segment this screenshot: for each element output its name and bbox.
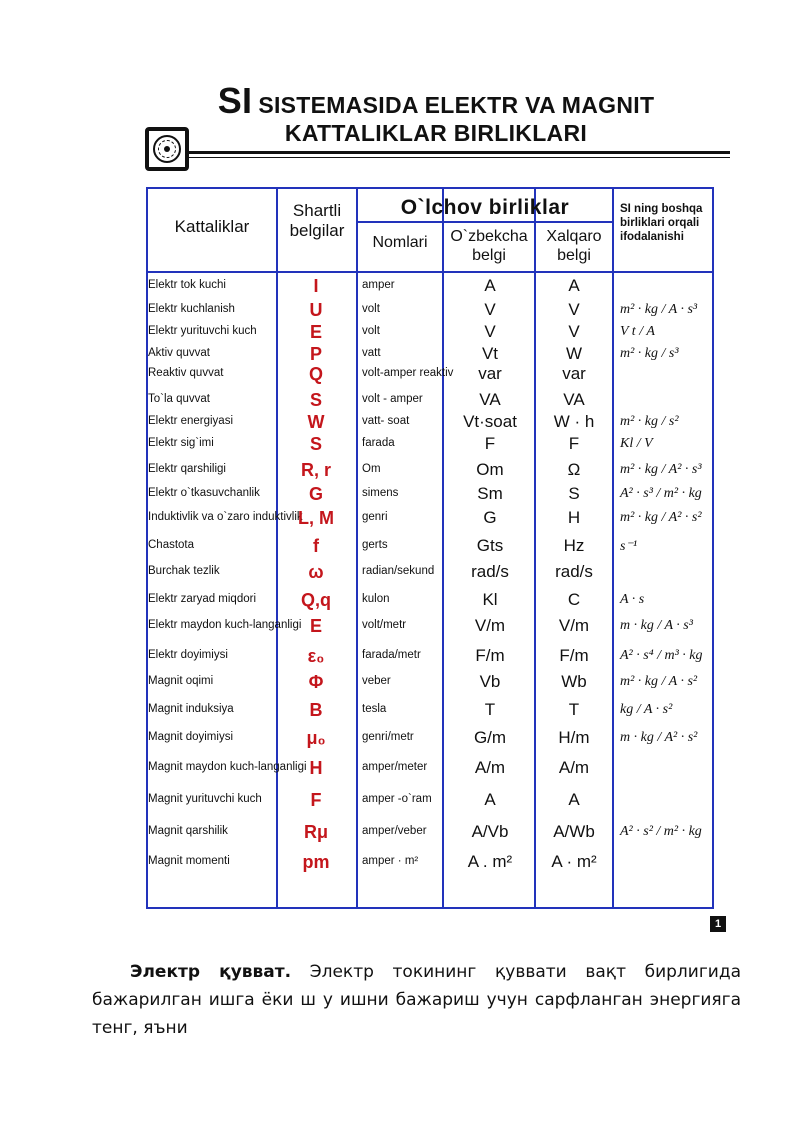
international-unit: A · m²	[551, 852, 597, 871]
unit-name: volt - amper	[362, 393, 423, 405]
unit-name: volt-amper reaktiv	[362, 367, 454, 379]
unit-name: farada	[362, 437, 395, 449]
uzbek-unit: Sm	[477, 484, 503, 503]
title-rule-thick	[187, 151, 730, 154]
units-table	[146, 187, 714, 909]
symbol: Q	[308, 364, 323, 384]
uzbek-unit: G/m	[473, 728, 507, 747]
international-unit: H	[567, 508, 581, 527]
international-unit: var	[562, 364, 586, 383]
uzbek-unit: Om	[476, 460, 504, 479]
si-expression: V t / A	[620, 324, 655, 339]
symbol: f	[313, 536, 319, 556]
uzbek-unit: A	[484, 276, 496, 295]
uzbek-unit: A/m	[474, 758, 506, 777]
si-expression: A² · s³ / m² · kg	[620, 486, 702, 501]
uzbek-unit: VA	[479, 390, 501, 409]
uzbek-unit: G	[483, 508, 497, 527]
header-symbol: Shartli belgilar	[289, 201, 345, 241]
symbol: ε₀	[307, 646, 325, 666]
si-units-poster	[132, 78, 740, 934]
title-si: SI	[217, 80, 253, 121]
symbol: L, M	[298, 508, 334, 528]
header-units-group: O`lchov birliklar	[400, 196, 570, 219]
si-expression: A · s	[620, 592, 645, 607]
symbol: F	[310, 790, 322, 810]
atom-emblem-icon	[145, 127, 189, 171]
unit-name: amper/veber	[362, 825, 427, 837]
uzbek-unit: A/Vb	[471, 822, 509, 841]
symbol: I	[313, 276, 319, 296]
uzbek-unit: T	[484, 700, 496, 719]
international-unit: Wb	[561, 672, 587, 691]
si-expression: m² · kg / s²	[620, 414, 679, 429]
uzbek-unit: rad/s	[471, 562, 509, 581]
symbol: P	[309, 344, 322, 364]
quantity: To`la quvvat	[148, 393, 211, 405]
poster-title-line1	[132, 80, 740, 122]
unit-name: vatt- soat	[362, 415, 410, 427]
symbol: R, r	[300, 460, 331, 480]
symbol: W	[307, 412, 325, 432]
uzbek-unit: Vt	[481, 344, 499, 363]
symbol: S	[309, 390, 322, 410]
uzbek-unit: V	[484, 300, 496, 319]
unit-name: volt/metr	[362, 619, 407, 631]
quantity: Elektr sig`imi	[148, 437, 214, 449]
quantity: Magnit doyimiysi	[148, 731, 233, 743]
title-rule-thin	[187, 157, 730, 158]
international-unit: A/m	[558, 758, 590, 777]
international-unit: V	[568, 322, 580, 341]
header-si-expression: SI ning boshqa birliklari orqali ifodalanishi	[620, 203, 703, 243]
quantity: Elektr energiyasi	[148, 415, 234, 427]
international-unit: rad/s	[555, 562, 593, 581]
quantity: Chastota	[148, 539, 195, 551]
quantity: Elektr doyimiysi	[148, 649, 228, 661]
uzbek-unit: A . m²	[467, 852, 513, 871]
quantity: Elektr qarshiligi	[148, 463, 226, 475]
symbol: E	[309, 616, 322, 636]
quantity: Burchak tezlik	[148, 565, 220, 577]
symbol: U	[309, 300, 323, 320]
si-expression: A² · s⁴ / m³ · kg	[620, 648, 703, 663]
header-names: Nomlari	[372, 234, 428, 251]
title-line1-text: SISTEMASIDA ELEKTR VA MAGNIT	[258, 92, 655, 118]
uzbek-unit: var	[478, 364, 502, 383]
international-unit: Hz	[563, 536, 585, 555]
symbol: Q,q	[301, 590, 331, 610]
unit-name: gerts	[362, 539, 388, 551]
international-unit: S	[568, 484, 580, 503]
quantity: Elektr zaryad miqdori	[148, 593, 257, 605]
quantity: Aktiv quvvat	[148, 347, 210, 359]
quantity: Induktivlik va o`zaro induktivlik	[148, 511, 303, 523]
symbol: H	[309, 758, 323, 778]
quantity: Magnit momenti	[148, 855, 230, 867]
quantity: Elektr tok kuchi	[148, 279, 226, 291]
quantity: Magnit qarshilik	[148, 825, 228, 837]
symbol: B	[309, 700, 323, 720]
international-unit: V	[568, 300, 580, 319]
symbol: μ₀	[306, 728, 326, 748]
symbol: Rμ	[303, 822, 328, 842]
uzbek-unit: Vt·soat	[463, 412, 517, 431]
symbol: E	[309, 322, 322, 342]
international-unit: A	[568, 790, 580, 809]
unit-name: amper · m²	[362, 855, 419, 867]
quantity: Elektr o`tkasuvchanlik	[148, 487, 260, 499]
unit-name: amper	[362, 279, 395, 291]
unit-name: amper/meter	[362, 761, 428, 773]
unit-name: genri	[362, 511, 388, 523]
international-unit: V/m	[558, 616, 590, 635]
uzbek-unit: V	[484, 322, 496, 341]
si-expression: A² · s² / m² · kg	[620, 824, 702, 839]
si-expression: Kl / V	[620, 436, 653, 451]
si-expression: kg / A · s²	[620, 702, 673, 717]
poster-title-line2: KATTALIKLAR BIRLIKLARI	[284, 120, 588, 146]
quantity: Elektr maydon kuch-langanligi	[148, 619, 302, 631]
symbol: S	[309, 434, 322, 454]
si-expression: m² · kg / A² · s²	[620, 510, 702, 525]
international-unit: T	[568, 700, 580, 719]
symbol: Φ	[308, 672, 324, 692]
unit-name: vatt	[362, 347, 381, 359]
header-uzbek: O`zbekcha belgi	[450, 228, 528, 265]
unit-name: simens	[362, 487, 399, 499]
symbol: G	[308, 484, 323, 504]
unit-name: kulon	[362, 593, 390, 605]
si-expression: m² · kg / A · s²	[620, 674, 698, 689]
header-quantity: Kattaliklar	[174, 217, 250, 236]
si-expression: m · kg / A · s³	[620, 618, 693, 633]
uzbek-unit: Gts	[476, 536, 504, 555]
uzbek-unit: A	[484, 790, 496, 809]
unit-name: volt	[362, 303, 380, 315]
quantity: Elektr kuchlanish	[148, 303, 235, 315]
unit-name: Om	[362, 463, 381, 475]
si-expression: s⁻¹	[620, 539, 638, 554]
quantity: Magnit induksiya	[148, 703, 234, 715]
si-expression: m² · kg / s³	[620, 346, 679, 361]
uzbek-unit: Vb	[479, 672, 501, 691]
symbol: ω	[308, 562, 324, 582]
international-unit: A/Wb	[553, 822, 595, 841]
uzbek-unit: F/m	[475, 646, 505, 665]
international-unit: F	[568, 434, 580, 453]
uzbek-unit: V/m	[474, 616, 506, 635]
si-expression: m · kg / A² · s²	[620, 730, 698, 745]
international-unit: H/m	[558, 728, 590, 747]
paragraph-text: Электр токининг қуввати вақт бирлигида бажарилган ишга ёки ш у ишни бажариш учун сарфланган энергияга тенг, яъни	[92, 962, 741, 1038]
quantity: Magnit oqimi	[148, 675, 214, 687]
international-unit: W · h	[553, 412, 595, 431]
body-paragraph	[92, 958, 741, 1042]
international-unit: C	[567, 590, 581, 609]
quantity: Magnit yurituvchi kuch	[148, 793, 262, 805]
unit-name: farada/metr	[362, 649, 421, 661]
international-unit: Ω	[567, 460, 581, 479]
unit-name: volt	[362, 325, 380, 337]
unit-name: veber	[362, 675, 391, 687]
uzbek-unit: F	[484, 434, 496, 453]
quantity: Reaktiv quvvat	[148, 367, 224, 379]
page-number-badge: 1	[710, 916, 726, 932]
international-unit: F/m	[559, 646, 589, 665]
si-expression: m² · kg / A · s³	[620, 302, 698, 317]
unit-name: genri/metr	[362, 731, 414, 743]
quantity: Magnit maydon kuch-langanligi	[148, 761, 307, 773]
international-unit: A	[568, 276, 580, 295]
paragraph-term: Электр қувват.	[130, 962, 292, 982]
unit-name: amper -o`ram	[362, 793, 432, 805]
symbol: pm	[302, 852, 330, 872]
header-international: Xalqaro belgi	[546, 228, 602, 265]
international-unit: W	[565, 344, 583, 363]
si-expression: m² · kg / A² · s³	[620, 462, 702, 477]
quantity: Elektr yurituvchi kuch	[148, 325, 257, 337]
international-unit: VA	[563, 390, 585, 409]
unit-name: tesla	[362, 703, 387, 715]
uzbek-unit: Kl	[482, 590, 498, 609]
unit-name: radian/sekund	[362, 565, 435, 577]
